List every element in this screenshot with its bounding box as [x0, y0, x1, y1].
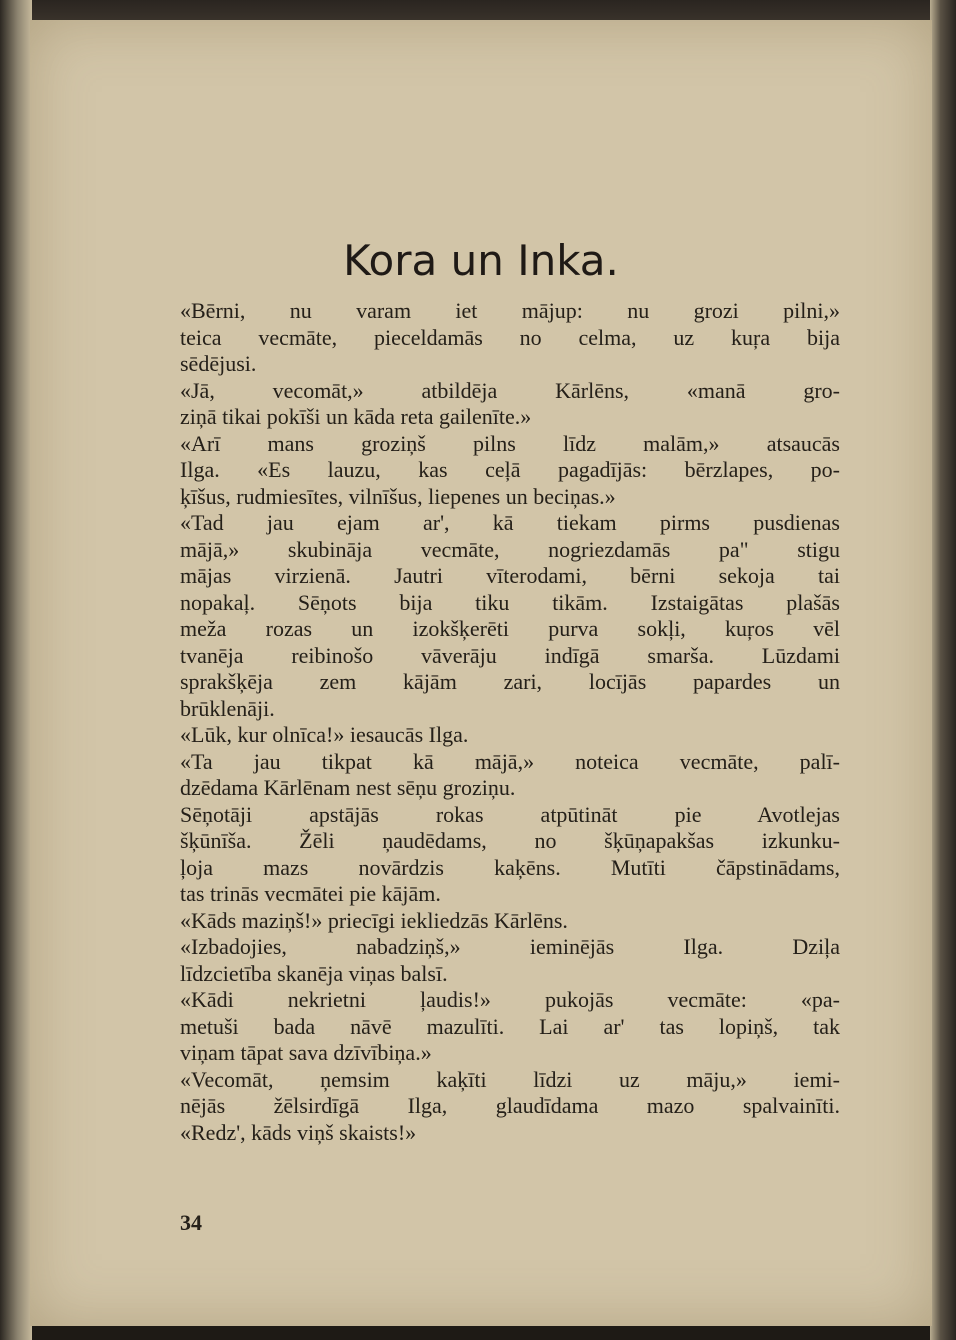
text-line: nējās žēlsirdīgā Ilga, glaudīdama mazo spalvainīti.: [180, 1093, 840, 1118]
text-line: «Kādi nekrietni ļaudis!» pukojās vecmāte: «pa-: [180, 987, 840, 1012]
text-line: metuši bada nāvē mazulīti. Lai ar' tas lopiņš, tak: [180, 1013, 840, 1039]
text-line: «Vecomāt, ņemsim kaķīti līdzi uz māju,» iemi-: [180, 1066, 840, 1092]
text-line: «Tad jau ejam ar', kā tiekam pirms pusdienas: [180, 510, 840, 535]
text-line: «Jā, vecomāt,» atbildēja Kārlēns, «manā gro-: [180, 377, 840, 403]
text-line: mājā,» skubināja vecmāte, nogriezdamās pa" stigu: [180, 536, 840, 562]
text-line: «Ta jau tikpat kā mājā,» noteica vecmāte, palī-: [180, 748, 840, 774]
text-line: līdzcietība skanēja viņas balsī.: [180, 960, 448, 986]
text-line: Ilga. «Es lauzu, kas ceļā pagadījās: bērzlapes, po-: [180, 457, 840, 482]
text-line: «Bērni, nu varam iet mājup: nu grozi pilni,»: [180, 298, 840, 323]
text-line: sēdējusi.: [180, 351, 257, 376]
text-line: «Lūk, kur olnīca!» iesaucās Ilga.: [180, 722, 469, 747]
text-line: Sēņotāji apstājās rokas atpūtināt pie Avotlejas: [180, 801, 840, 827]
book-page: [30, 20, 932, 1326]
text-line: meža rozas un izokšķerēti purva sokļi, kuŗos vēl: [180, 616, 840, 641]
text-line: teica vecmāte, pieceldamās no celma, uz kuŗa bija: [180, 324, 840, 350]
text-line: «Izbadojies, nabadziņš,» ieminējās Ilga. Dziļa: [180, 934, 840, 959]
text-line: šķūnīša. Žēli ņaudēdams, no šķūņapakšas izkunku-: [180, 828, 840, 853]
text-line: tas trinās vecmātei pie kājām.: [180, 881, 441, 906]
text-line: sprakšķēja zem kājām zari, locījās papardes un: [180, 669, 840, 694]
text-line: ķīšus, rudmiesītes, vilnīšus, liepenes un beciņas.»: [180, 483, 616, 509]
text-line: «Arī mans groziņš pilns līdz malām,» atsaucās: [180, 430, 840, 456]
text-line: tvanēja reibinošo vāverāju indīgā smarša. Lūzdami: [180, 642, 840, 668]
scan-top-edge: [0, 0, 956, 22]
page-number: 34: [180, 1210, 202, 1235]
book-right-edge: [930, 0, 956, 1340]
text-line: dzēdama Kārlēnam nest sēņu groziņu.: [180, 775, 516, 800]
text-line: nopakaļ. Sēņots bija tiku tikām. Izstaigātas plašās: [180, 589, 840, 615]
text-line: ziņā tikai pokīši un kāda reta gailenīte.»: [180, 404, 532, 429]
chapter-title: Kora un Inka.: [343, 236, 619, 285]
text-line: ļoja mazs novārdzis kaķēns. Mutīti čāpstinādams,: [180, 854, 840, 880]
text-line: viņam tāpat sava dzīvībiņa.»: [180, 1040, 432, 1065]
text-line: «Redz', kāds viņš skaists!»: [180, 1119, 417, 1145]
text-line: brūklenāji.: [180, 695, 275, 721]
book-spine-edge: [0, 0, 32, 1340]
body-text: [180, 298, 840, 1146]
text-line: mājas virzienā. Jautri vīterodami, bērni sekoja tai: [180, 563, 840, 588]
text-line: «Kāds maziņš!» priecīgi iekliedzās Kārlēns.: [180, 907, 568, 933]
